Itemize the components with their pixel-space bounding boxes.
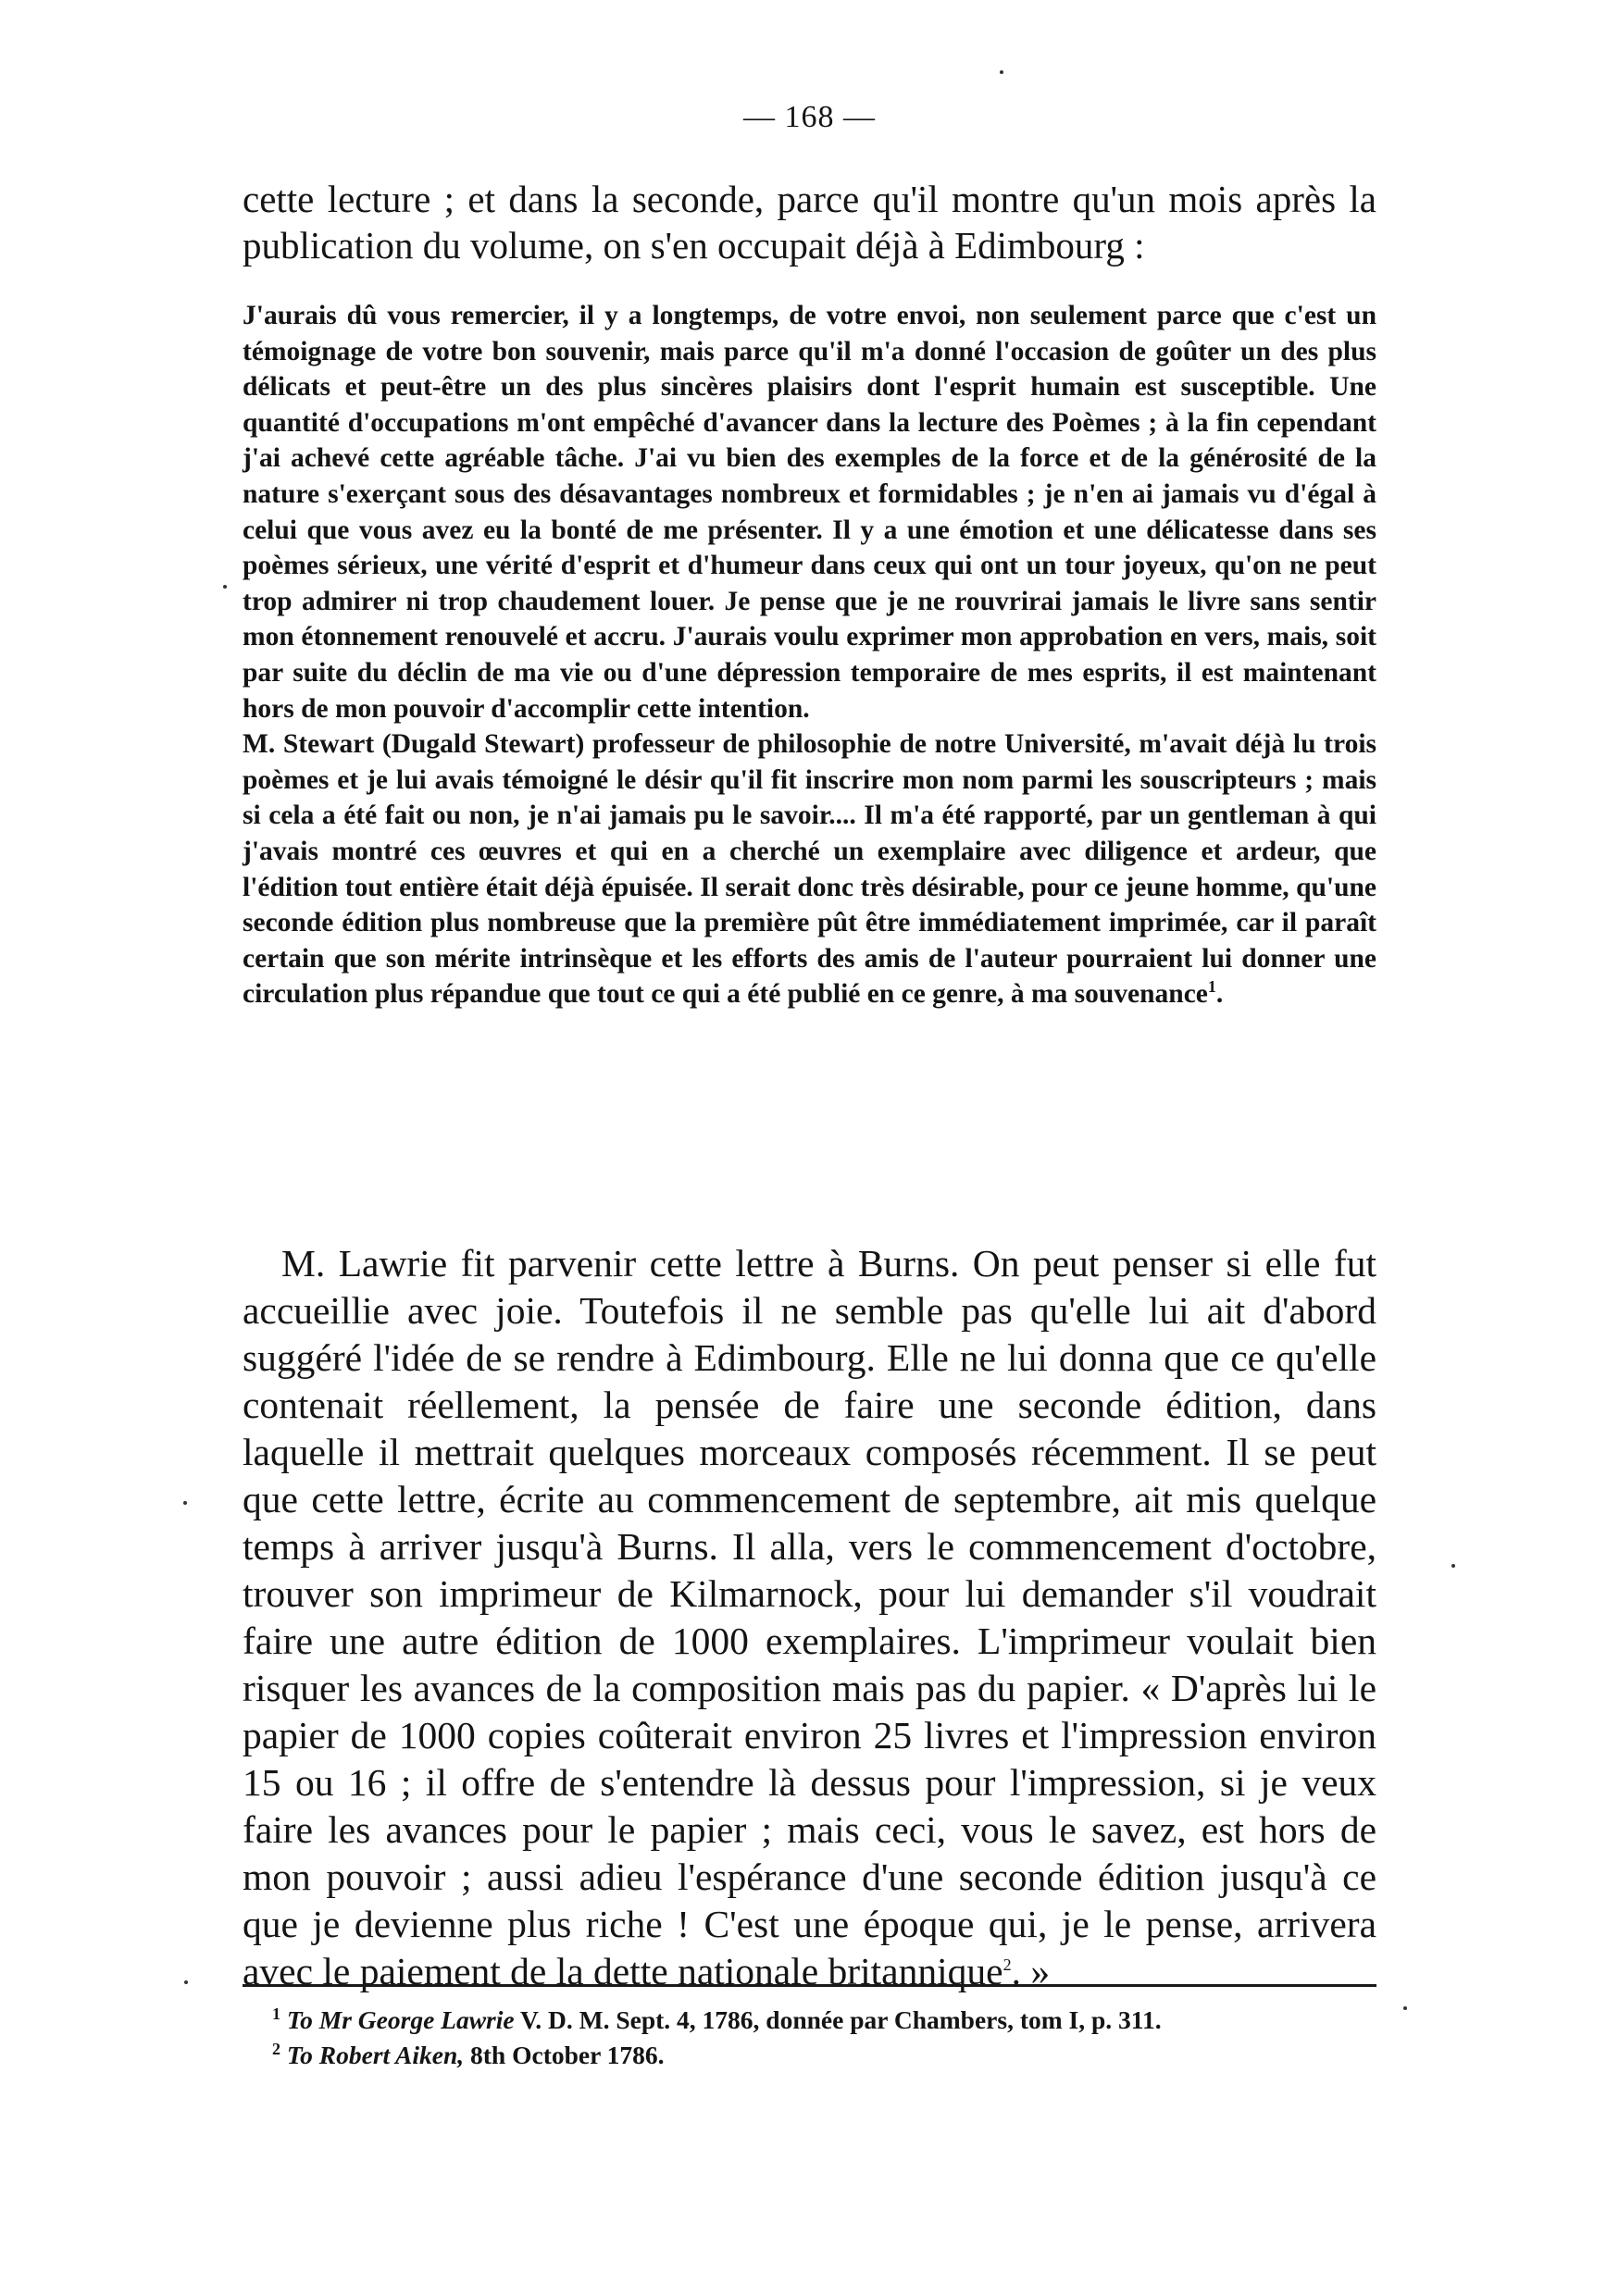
quote-paragraph-2-text: M. Stewart (Dugald Stewart) professeur de philosophie de notre Université, m'avait déjà lu trois poèmes et je lui avais témoigné le désir qu'il fit inscrire mon nom parmi les souscripteurs ; mais si cela a été fait ou non, je n'ai jamais pu le savoir.... Il m'a été rapporté, par un gentleman à qui j'avais montré ces œuvres et qui en a cherché un exemplaire avec diligence et ardeur, que l'édition tout entière était déjà épuisée. Il serait donc très désirable, pour ce jeune homme, qu'une seconde édition plus nombreuse que la première pût être immédiatement imprimée, car il paraît certain que son mérite intrinsèque et les efforts des amis de l'auteur pourraient lui donner une circulation plus répandue que tout ce qui a été publié en ce genre, à ma souvenance xyxy=(243,729,1376,1010)
main-paragraph xyxy=(243,1240,1376,1995)
footnote-2-title: To Robert Aiken, xyxy=(286,2041,465,2069)
main-paragraph-text: M. Lawrie fit parvenir cette lettre à Burns. On peut penser si elle fut accueillie avec joie. Toutefois il ne semble pas qu'elle lui ait d'abord suggéré l'idée de se rendre à Edimbourg. Elle ne lui donna que ce qu'elle contenait réellement, la pensée de faire une seconde édition, dans laquelle il mettrait quelques morceaux composés récemment. Il se peut que cette lettre, écrite au commencement de septembre, ait mis quelque temps à arriver jusqu'à Burns. Il alla, vers le commencement d'octobre, trouver son imprimeur de Kilmarnock, pour lui demander s'il voudrait faire une autre édition de 1000 exemplaires. L'imprimeur voulait bien risquer les avances de la composition mais pas du papier. « D'après lui le papier de 1000 copies coûterait environ 25 livres et l'impression environ 15 ou 16 ; il offre de s'entendre là dessus pour l'impression, si je veux faire les avances pour le papier ; mais ceci, vous le savez, est hors de mon pouvoir ; aussi adieu l'espérance d'une seconde édition jusqu'à ce que je devienne plus riche ! C'est une époque qui, je le pense, arrivera avec le paiement de la dette nationale britannique xyxy=(243,1242,1376,1992)
footnote-divider xyxy=(243,1984,1376,1987)
footnotes xyxy=(243,2003,1376,2073)
footnote-ref-1: 1 xyxy=(1207,977,1216,997)
intro-paragraph: cette lecture ; et dans la seconde, parce qu'il montre qu'un mois après la publication du volume, on s'en occupait déjà à Edimbourg : xyxy=(243,178,1376,267)
print-speck xyxy=(1403,2006,1407,2010)
footnote-1-mark: 1 xyxy=(272,2004,280,2023)
quote-paragraph-1: J'aurais dû vous remercier, il y a longtemps, de votre envoi, non seulement parce que c'est un témoignage de votre bon souvenir, mais parce qu'il m'a donné l'occasion de goûter un des plus délicats et peut-être un des plus sincères plaisirs dont l'esprit humain est susceptible. Une quantité d'occupations m'ont empêché d'avancer dans la lecture des Poèmes ; à la fin cependant j'ai achevé cette agréable tâche. J'ai vu bien des exemples de la force et de la générosité de la nature s'exerçant sous des désavantages nombreux et formidables ; je n'en ai jamais vu d'égal à celui que vous avez eu la bonté de me présenter. Il y a une émotion et une délicatesse dans ses poèmes sérieux, une vérité d'esprit et d'humeur dans ceux qui ont un tour joyeux, qu'on ne peut trop admirer ni trop chaudement louer. Je pense que je ne rouvrirai jamais le livre sans sentir mon étonnement renouvelé et accru. J'aurais voulu exprimer mon approbation en vers, mais, soit par suite du déclin de ma vie ou d'une dépression temporaire de mes esprits, il est maintenant hors de mon pouvoir d'accomplir cette intention. xyxy=(243,301,1376,724)
print-speck xyxy=(184,1980,188,1984)
footnote-2-mark: 2 xyxy=(272,2039,280,2058)
footnote-1-text: V. D. M. Sept. 4, 1786, donnée par Chambers, tom I, p. 311. xyxy=(514,2005,1162,2034)
print-speck xyxy=(1000,70,1003,74)
main-paragraph-end: . » xyxy=(1011,1950,1051,1992)
quote-paragraph-2 xyxy=(243,726,1376,1012)
footnote-2 xyxy=(243,2038,1376,2073)
page-number: — 168 — xyxy=(743,100,876,134)
print-speck xyxy=(183,1501,187,1505)
footnote-1-title: To Mr George Lawrie xyxy=(286,2005,515,2034)
print-speck xyxy=(1451,1564,1455,1568)
footnote-1 xyxy=(243,2003,1376,2038)
footnote-2-text: 8th October 1786. xyxy=(464,2041,665,2069)
quoted-letter xyxy=(243,298,1376,1012)
print-speck xyxy=(223,585,227,589)
quote-paragraph-2-end: . xyxy=(1215,979,1224,1010)
footnote-ref-2: 2 xyxy=(1003,1955,1012,1975)
